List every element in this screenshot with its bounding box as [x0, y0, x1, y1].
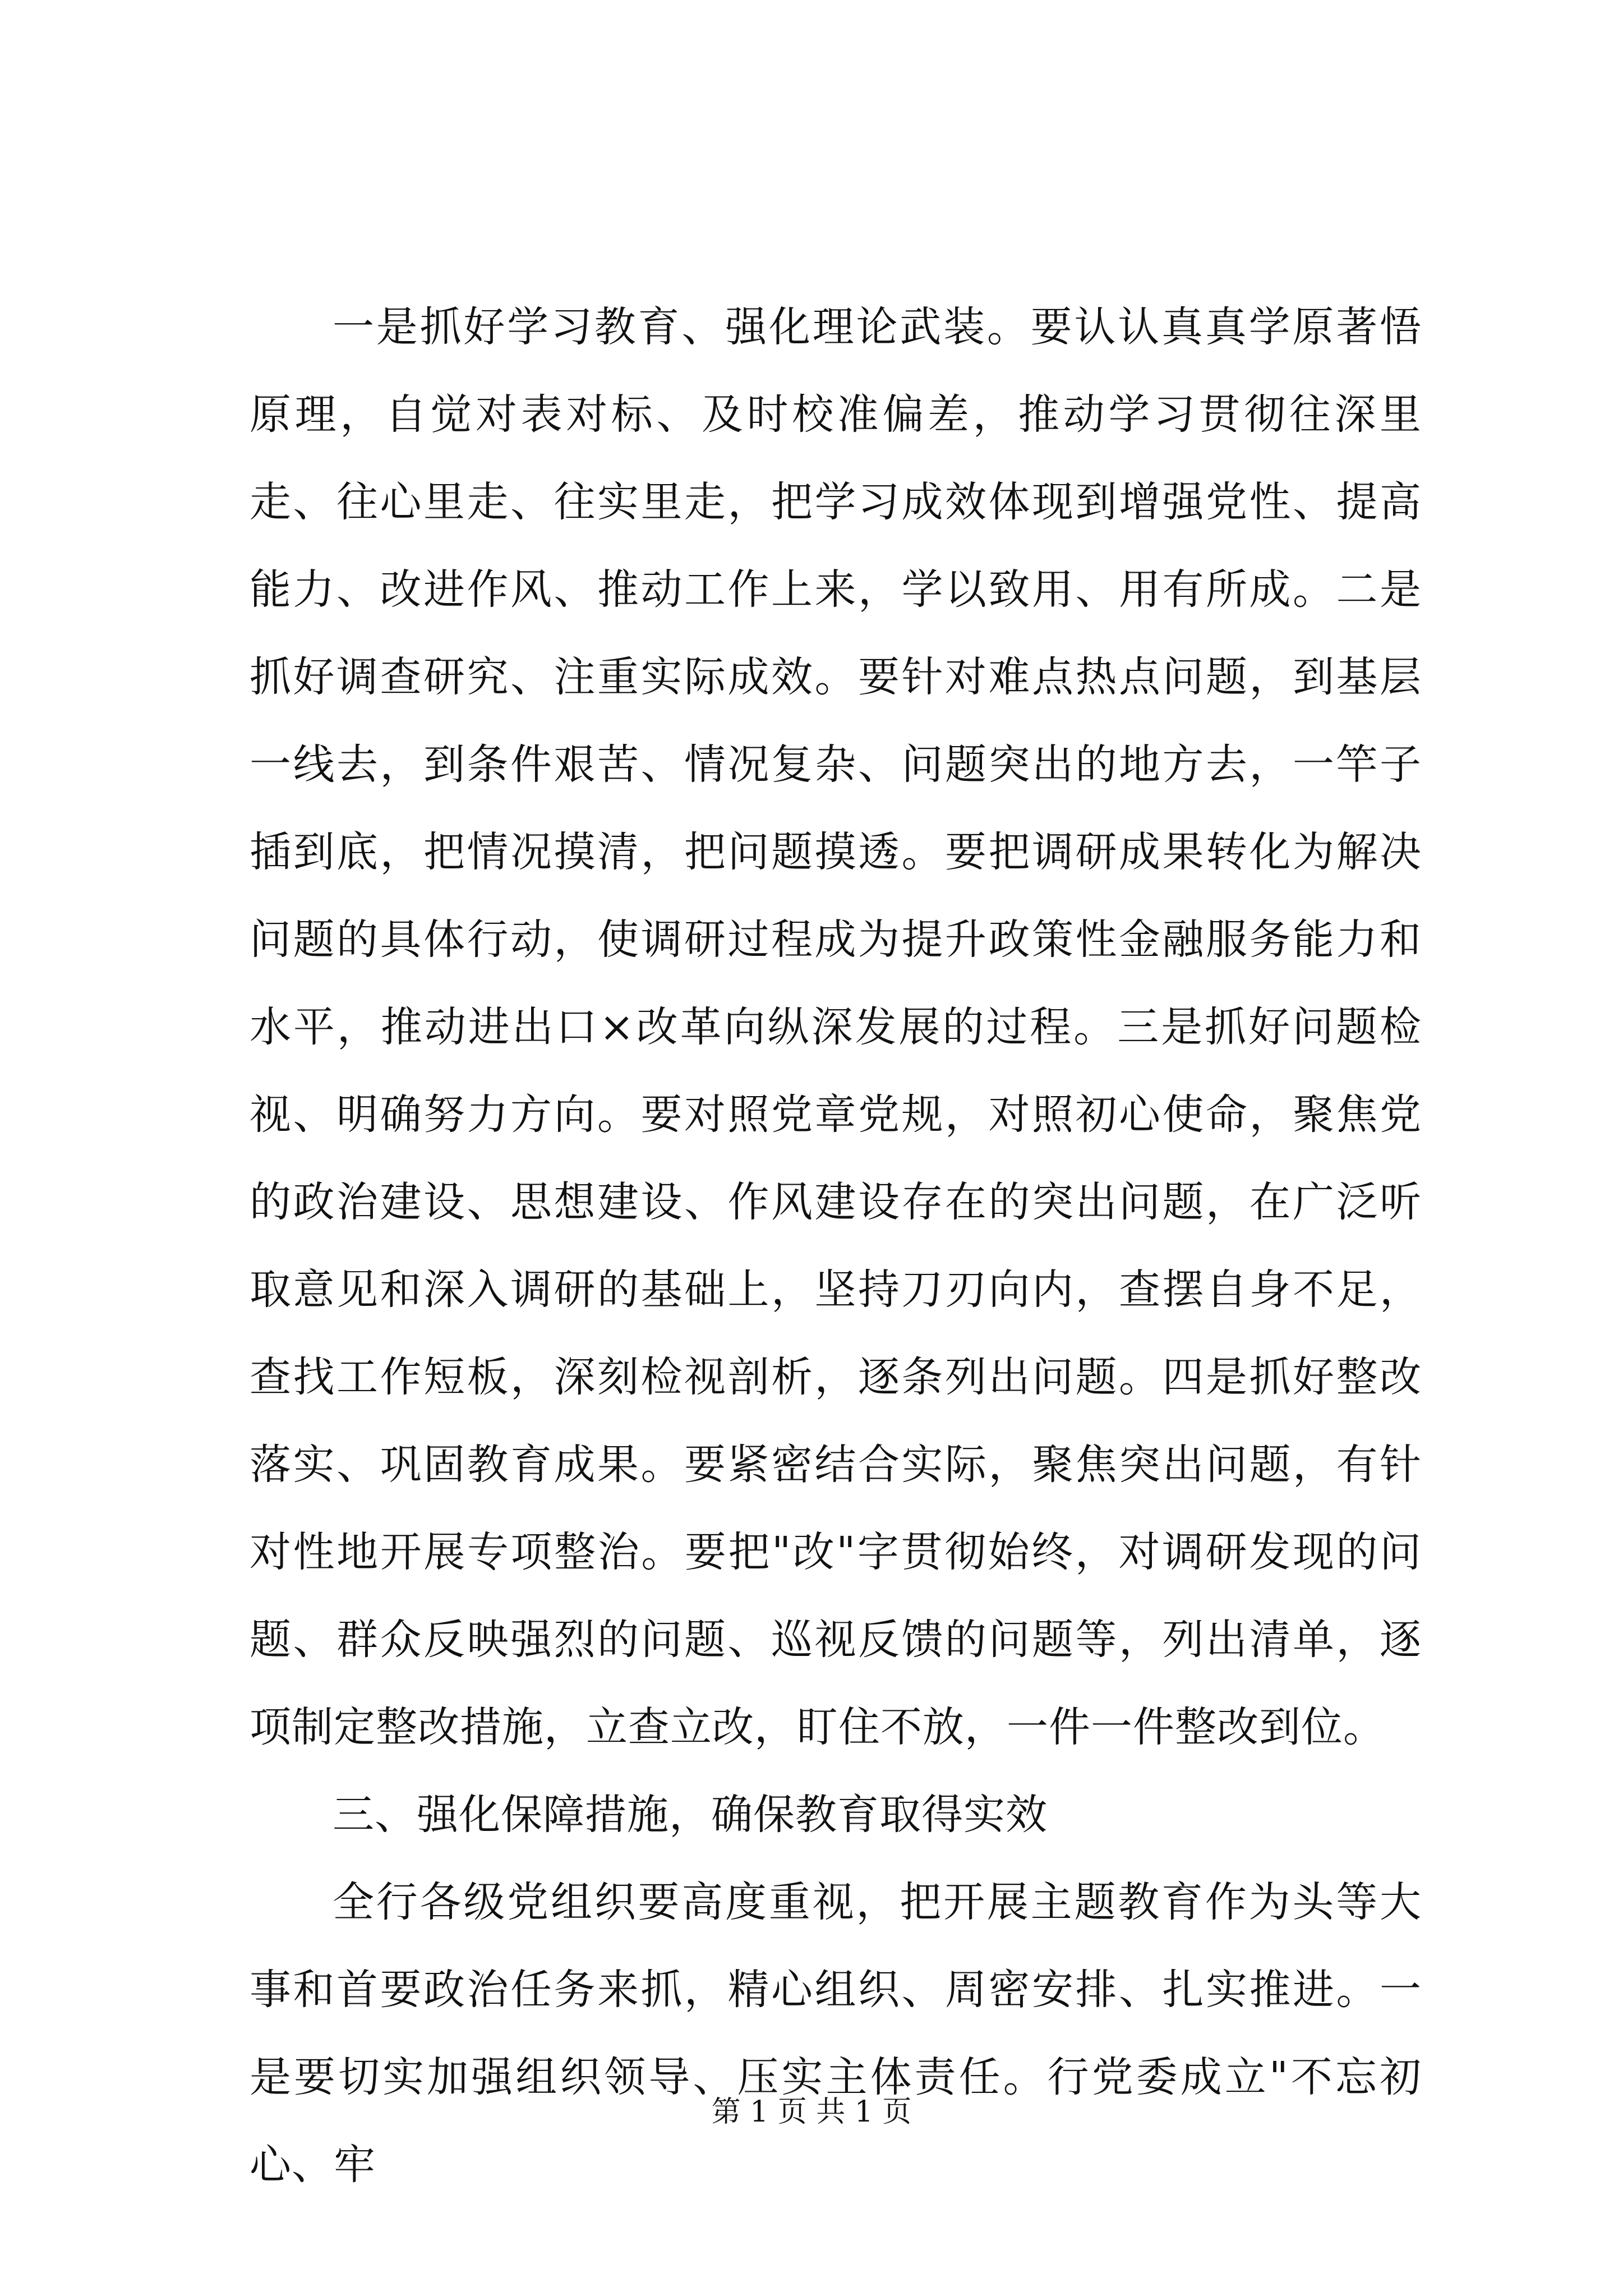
page-footer: 第 1 页 共 1 页: [711, 2095, 912, 2129]
paragraph-tasks: 一是抓好学习教育、强化理论武装。要认认真真学原著悟原理，自觉对表对标、及时校准偏差，推动学习贯彻往深里走、往心里走、往实里走，把学习成效体现到增强党性、提高能力、改进作风、推动工作上来，学以致用、用有所成。二是抓好调查研究、注重实际成效。要针对难点热点问题，到基层一线去，到条件艰苦、情况复杂、问题突出的地方去，一竿子插到底，把情况摸清，把问题摸透。要把调研成果转化为解决问题的具体行动，使调研过程成为提升政策性金融服务能力和水平，推动进出口×改革向纵深发展的过程。三是抓好问题检视、明确努力方向。要对照党章党规，对照初心使命，聚焦党的政治建设、思想建设、作风建设存在的突出问题，在广泛听取意见和深入调研的基础上，坚持刀刃向内，查摆自身不足，查找工作短板，深刻检视剖析，逐条列出问题。四是抓好整改落实、巩固教育成果。要紧密结合实际，聚焦突出问题，有针对性地开展专项整治。要把"改"字贯彻始终，对调研发现的问题、群众反映强烈的问题、巡视反馈的问题等，列出清单，逐项制定整改措施，立查立改，盯住不放，一件一件整改到位。: [250, 303, 1422, 1751]
paragraph-closing: 全行各级党组织要高度重视，把开展主题教育作为头等大事和首要政治任务来抓，精心组织、周密安排、扎实推进。一是要切实加强组织领导、压实主体责任。行党委成立"不忘初心、牢: [250, 1878, 1422, 2189]
document-body: [250, 283, 1422, 2208]
section-heading: 三、强化保障措施，确保教育取得实效: [333, 1791, 1048, 1839]
